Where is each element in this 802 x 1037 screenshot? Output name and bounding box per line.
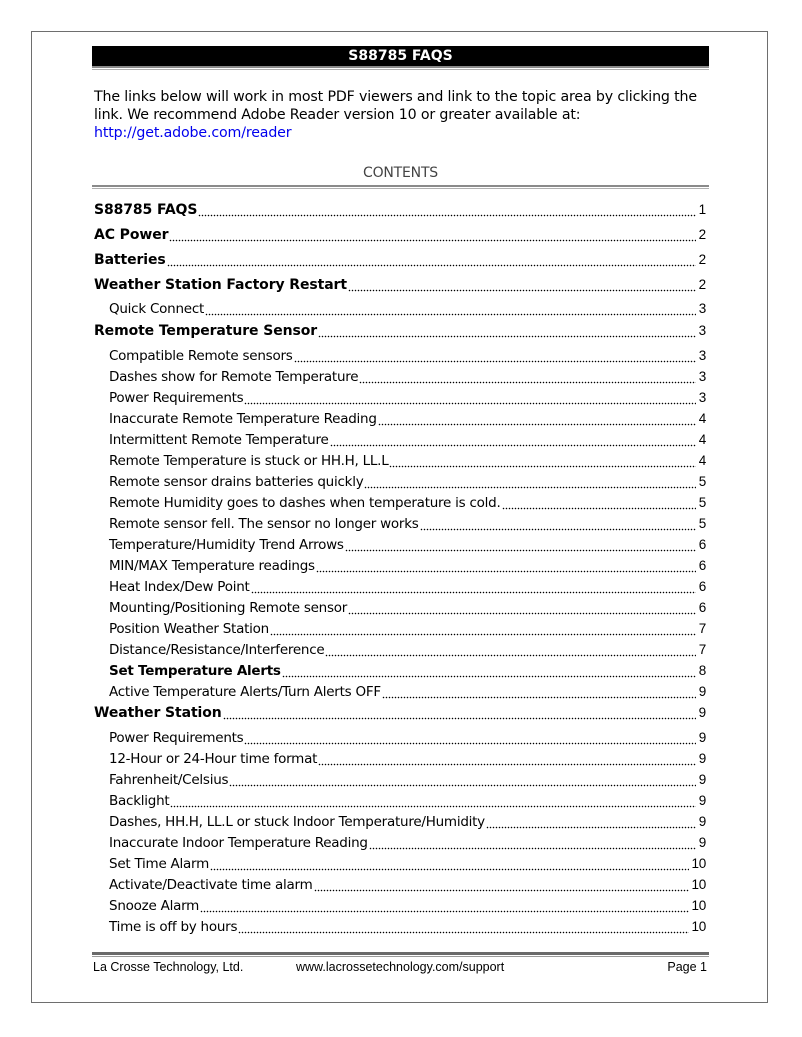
toc-entry-label: Time is off by hours	[109, 919, 238, 935]
toc-entry-label: MIN/MAX Temperature readings	[109, 558, 315, 574]
dot-leader	[314, 882, 690, 892]
toc-entry-page-number: 6	[698, 579, 706, 594]
toc-entry-label: Batteries	[94, 252, 166, 268]
dot-leader	[205, 306, 696, 316]
toc-entry-page-number: 2	[698, 252, 706, 267]
toc-entry-label: Dashes show for Remote Temperature	[109, 369, 359, 385]
toc-entry[interactable]	[94, 390, 706, 410]
toc-entry-page-number: 10	[691, 877, 706, 892]
toc-entry[interactable]	[94, 730, 706, 750]
title-divider-thin	[92, 69, 709, 70]
toc-entry-label: Position Weather Station	[109, 621, 269, 637]
toc-entry[interactable]	[94, 663, 706, 683]
toc-entry-label: AC Power	[94, 227, 169, 243]
toc-entry[interactable]	[94, 898, 706, 918]
dot-leader	[198, 207, 696, 217]
toc-entry[interactable]	[94, 772, 706, 792]
toc-entry[interactable]	[94, 516, 706, 536]
dot-leader	[316, 563, 696, 573]
toc-entry-page-number: 7	[698, 642, 706, 657]
dot-leader	[167, 257, 696, 267]
dot-leader	[348, 282, 696, 292]
toc-entry[interactable]	[94, 432, 706, 452]
dot-leader	[378, 416, 696, 426]
dot-leader	[229, 777, 696, 787]
toc-entry[interactable]	[94, 751, 706, 771]
document-title: S88785 FAQS	[92, 46, 709, 66]
toc-entry-page-number: 9	[698, 772, 706, 787]
toc-entry[interactable]	[94, 474, 706, 494]
toc-entry[interactable]	[94, 369, 706, 389]
toc-entry-label: Remote sensor drains batteries quickly	[109, 474, 364, 490]
toc-entry-label: Weather Station Factory Restart	[94, 277, 347, 293]
dot-leader	[270, 626, 696, 636]
toc-entry-page-number: 3	[698, 323, 706, 338]
toc-entry-page-number: 10	[691, 919, 706, 934]
dot-leader	[389, 458, 696, 468]
dot-leader	[244, 735, 696, 745]
dot-leader	[345, 542, 696, 552]
intro-text: The links below will work in most PDF viewers and link to the topic area by clicking the link. We recommend Adobe Reader version 10 or greater available at:	[94, 89, 697, 123]
toc-entry-page-number: 6	[698, 558, 706, 573]
toc-entry[interactable]	[94, 277, 706, 297]
toc-entry-page-number: 3	[698, 348, 706, 363]
toc-entry[interactable]	[94, 323, 706, 343]
toc-entry[interactable]	[94, 348, 706, 368]
dot-leader	[364, 479, 696, 489]
toc-entry[interactable]	[94, 621, 706, 641]
dot-leader	[244, 395, 696, 405]
footer-divider	[92, 952, 709, 955]
toc-entry-page-number: 1	[698, 202, 706, 217]
dot-leader	[348, 605, 696, 615]
toc-entry-page-number: 7	[698, 621, 706, 636]
intro-paragraph	[94, 88, 714, 142]
dot-leader	[325, 647, 696, 657]
toc-entry-page-number: 5	[698, 495, 706, 510]
toc-entry-page-number: 3	[698, 369, 706, 384]
toc-entry-label: Remote Temperature Sensor	[94, 323, 318, 339]
toc-entry-page-number: 5	[698, 474, 706, 489]
dot-leader	[486, 819, 696, 829]
toc-entry-page-number: 9	[698, 684, 706, 699]
toc-entry[interactable]	[94, 877, 706, 897]
toc-entry[interactable]	[94, 558, 706, 578]
dot-leader	[282, 668, 696, 678]
footer-page-number: Page 1	[667, 960, 707, 974]
contents-divider	[92, 185, 709, 187]
dot-leader	[359, 374, 696, 384]
toc-entry-page-number: 4	[698, 432, 706, 447]
toc-entry[interactable]	[94, 814, 706, 834]
toc-entry-page-number: 4	[698, 453, 706, 468]
dot-leader	[318, 756, 696, 766]
toc-entry-label: Mounting/Positioning Remote sensor	[109, 600, 348, 616]
adobe-reader-link[interactable]: http://get.adobe.com/reader	[94, 125, 292, 141]
toc-entry-page-number: 8	[698, 663, 706, 678]
contents-divider-thin	[92, 188, 709, 189]
toc-entry-label: Temperature/Humidity Trend Arrows	[109, 537, 344, 553]
toc-entry-page-number: 5	[698, 516, 706, 531]
toc-entry-label: Quick Connect	[109, 301, 205, 317]
toc-entry[interactable]	[94, 227, 706, 247]
dot-leader	[200, 903, 689, 913]
toc-entry-label: Remote sensor fell. The sensor no longer works	[109, 516, 419, 532]
toc-entry-label: Power Requirements	[109, 730, 244, 746]
toc-entry-label: Heat Index/Dew Point	[109, 579, 250, 595]
toc-entry[interactable]	[94, 453, 706, 473]
toc-entry-page-number: 9	[698, 705, 706, 720]
toc-entry-page-number: 10	[691, 856, 706, 871]
toc-entry-page-number: 9	[698, 835, 706, 850]
toc-entry[interactable]	[94, 919, 706, 939]
toc-entry-label: Inaccurate Remote Temperature Reading	[109, 411, 377, 427]
toc-entry-label: S88785 FAQS	[94, 202, 198, 218]
toc-entry-label: Distance/Resistance/Interference	[109, 642, 325, 658]
toc-entry[interactable]	[94, 600, 706, 620]
toc-entry-page-number: 9	[698, 814, 706, 829]
footer-support-url: www.lacrossetechnology.com/support	[296, 960, 505, 974]
dot-leader	[330, 437, 696, 447]
toc-entry-page-number: 6	[698, 537, 706, 552]
dot-leader	[251, 584, 696, 594]
toc-entry-label: Snooze Alarm	[109, 898, 200, 914]
footer-divider-thin	[92, 956, 709, 957]
dot-leader	[382, 689, 696, 699]
toc-entry[interactable]	[94, 705, 706, 725]
dot-leader	[223, 710, 696, 720]
dot-leader	[169, 232, 696, 242]
toc-entry-label: Activate/Deactivate time alarm	[109, 877, 313, 893]
toc-entry-page-number: 9	[698, 751, 706, 766]
dot-leader	[170, 798, 696, 808]
title-divider	[92, 66, 709, 68]
dot-leader	[369, 840, 696, 850]
toc-entry-label: Fahrenheit/Celsius	[109, 772, 229, 788]
toc-entry-label: Weather Station	[94, 705, 222, 721]
toc-entry-page-number: 10	[691, 898, 706, 913]
toc-entry-page-number: 9	[698, 793, 706, 808]
dot-leader	[238, 924, 689, 934]
toc-entry-label: Intermittent Remote Temperature	[109, 432, 329, 448]
toc-entry-label: Set Temperature Alerts	[109, 663, 281, 679]
toc-entry-label: Set Time Alarm	[109, 856, 210, 872]
toc-entry-page-number: 4	[698, 411, 706, 426]
dot-leader	[420, 521, 696, 531]
toc-entry[interactable]	[94, 495, 706, 515]
toc-entry-page-number: 9	[698, 730, 706, 745]
toc-entry[interactable]	[94, 301, 706, 321]
toc-entry-label: Dashes, HH.H, LL.L or stuck Indoor Temperature/Humidity	[109, 814, 485, 830]
toc-entry-label: Remote Humidity goes to dashes when temperature is cold.	[109, 495, 501, 511]
toc-entry[interactable]	[94, 252, 706, 272]
toc-entry[interactable]	[94, 793, 706, 813]
toc-entry-label: Inaccurate Indoor Temperature Reading	[109, 835, 368, 851]
toc-entry-page-number: 3	[698, 390, 706, 405]
toc-entry[interactable]	[94, 856, 706, 876]
dot-leader	[210, 861, 689, 871]
toc-entry-label: Power Requirements	[109, 390, 244, 406]
toc-entry-label: Compatible Remote sensors	[109, 348, 293, 364]
toc-entry-page-number: 3	[698, 301, 706, 316]
toc-entry[interactable]	[94, 411, 706, 431]
toc-entry-label: Remote Temperature is stuck or HH.H, LL.L	[109, 453, 389, 469]
dot-leader	[318, 328, 696, 338]
toc-entry[interactable]	[94, 642, 706, 662]
toc-entry[interactable]	[94, 202, 706, 222]
toc-entry-label: Backlight	[109, 793, 170, 809]
dot-leader	[294, 353, 696, 363]
toc-entry[interactable]	[94, 537, 706, 557]
dot-leader	[502, 500, 696, 510]
toc-entry-label: 12-Hour or 24-Hour time format	[109, 751, 318, 767]
toc-entry-page-number: 2	[698, 277, 706, 292]
toc-entry[interactable]	[94, 579, 706, 599]
toc-entry-page-number: 2	[698, 227, 706, 242]
toc-entry[interactable]	[94, 684, 706, 704]
contents-heading: CONTENTS	[363, 165, 438, 181]
toc-entry-label: Active Temperature Alerts/Turn Alerts OFF	[109, 684, 381, 700]
toc-entry[interactable]	[94, 835, 706, 855]
toc-entry-page-number: 6	[698, 600, 706, 615]
footer-company: La Crosse Technology, Ltd.	[93, 960, 244, 974]
